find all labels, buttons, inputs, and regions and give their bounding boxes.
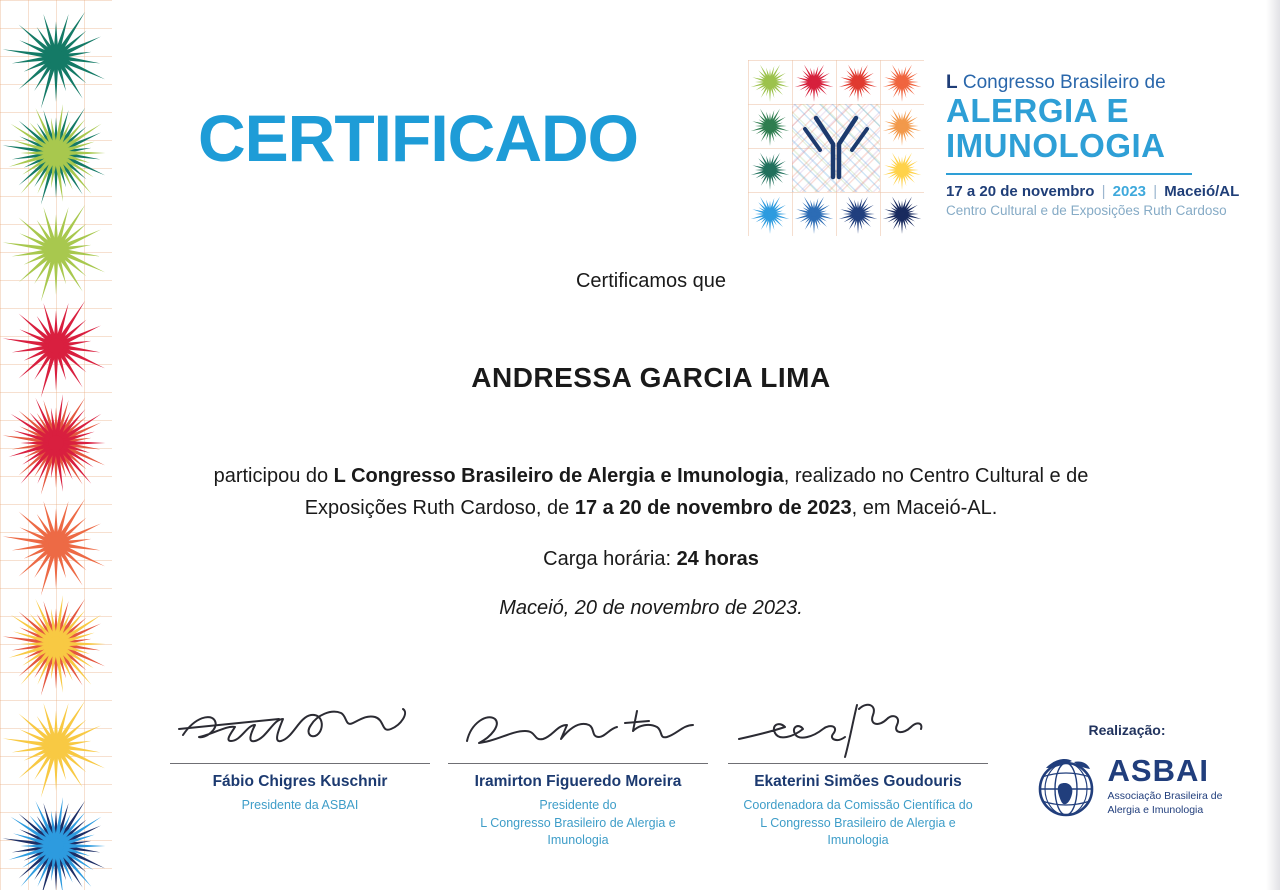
asbai-acronym: ASBAI <box>1107 752 1209 788</box>
place-date-line: Maceió, 20 de novembro de 2023. <box>499 597 803 619</box>
dates-separator: | <box>1101 182 1106 200</box>
page-right-edge-shadow <box>1266 0 1280 890</box>
congress-dates: 17 a 20 de novembro <box>946 182 1095 200</box>
certificate-body-text <box>112 460 1190 524</box>
congress-name-prefix: Congresso Brasileiro de <box>962 72 1166 93</box>
body-text-part: , realizado no Centro Cultural e de Exposições Ruth Cardoso, de <box>304 465 1089 519</box>
body-text-congress-bold: L Congresso Brasileiro de Alergia e Imunologia <box>333 465 784 487</box>
asbai-logo <box>1022 752 1232 820</box>
logo-center-pattern <box>792 104 880 192</box>
realization-label: Realização: <box>1088 722 1166 738</box>
signature-rule <box>170 763 430 764</box>
certificate-title: CERTIFICADO <box>198 101 638 175</box>
congress-name-line <box>946 72 1239 94</box>
asbai-full-name: Associação Brasileira de Alergia e Imunologia <box>1107 789 1223 816</box>
signature-rule <box>448 763 708 764</box>
asbai-globe-icon <box>1032 752 1100 820</box>
congress-logo-starburst-grid-icon <box>748 60 924 236</box>
logo-divider-rule <box>946 173 1192 175</box>
signatory-name: Ekaterini Simões Goudouris <box>754 773 962 790</box>
congress-venue: Centro Cultural e de Exposições Ruth Cardoso <box>946 202 1227 218</box>
congress-title-line1: ALERGIA E <box>946 92 1129 129</box>
congress-year: 2023 <box>1112 182 1147 200</box>
dates-separator: | <box>1153 182 1158 200</box>
congress-location: Maceió/AL <box>1164 182 1240 200</box>
congress-dates-line <box>946 183 1239 200</box>
signature-block <box>448 695 708 849</box>
signatory-role: Presidente da ASBAI <box>241 798 359 812</box>
antibody-icon <box>792 104 880 192</box>
workload-value: 24 horas <box>676 548 759 570</box>
signature-image <box>733 695 983 761</box>
workload-label: Carga horária: <box>543 548 677 570</box>
signatory-role: Coordenadora da Comissão Científica do L Congresso Brasileiro de Alergia e Imunologia <box>743 798 973 847</box>
signatory-name: Fábio Chigres Kuschnir <box>212 773 388 790</box>
body-text-dates-bold: 17 a 20 de novembro de 2023 <box>574 497 852 519</box>
signature-rule <box>728 763 988 764</box>
body-text-part: participou do <box>213 465 334 487</box>
signatory-role: Presidente do L Congresso Brasileiro de Alergia e Imunologia <box>480 798 676 847</box>
asbai-text <box>1107 752 1223 817</box>
congress-title-line2: IMUNOLOGIA <box>946 126 1166 164</box>
workload-line <box>112 548 1190 571</box>
starburst-strip-graphic <box>0 0 112 890</box>
signature-block <box>170 695 430 814</box>
signature-image <box>453 695 703 761</box>
congress-logo <box>748 60 1239 236</box>
signature-block <box>728 695 988 849</box>
congress-edition: L <box>946 72 958 93</box>
realization-block <box>1022 722 1232 820</box>
congress-logo-text <box>946 60 1239 236</box>
decorative-left-starburst-border <box>0 0 112 890</box>
body-text-part: , em Maceió-AL. <box>851 497 998 519</box>
signatory-name: Iramirton Figueredo Moreira <box>474 773 682 790</box>
signature-image <box>175 695 425 761</box>
recipient-name: ANDRESSA GARCIA LIMA <box>471 362 831 393</box>
certify-label: Certificamos que <box>575 270 727 292</box>
